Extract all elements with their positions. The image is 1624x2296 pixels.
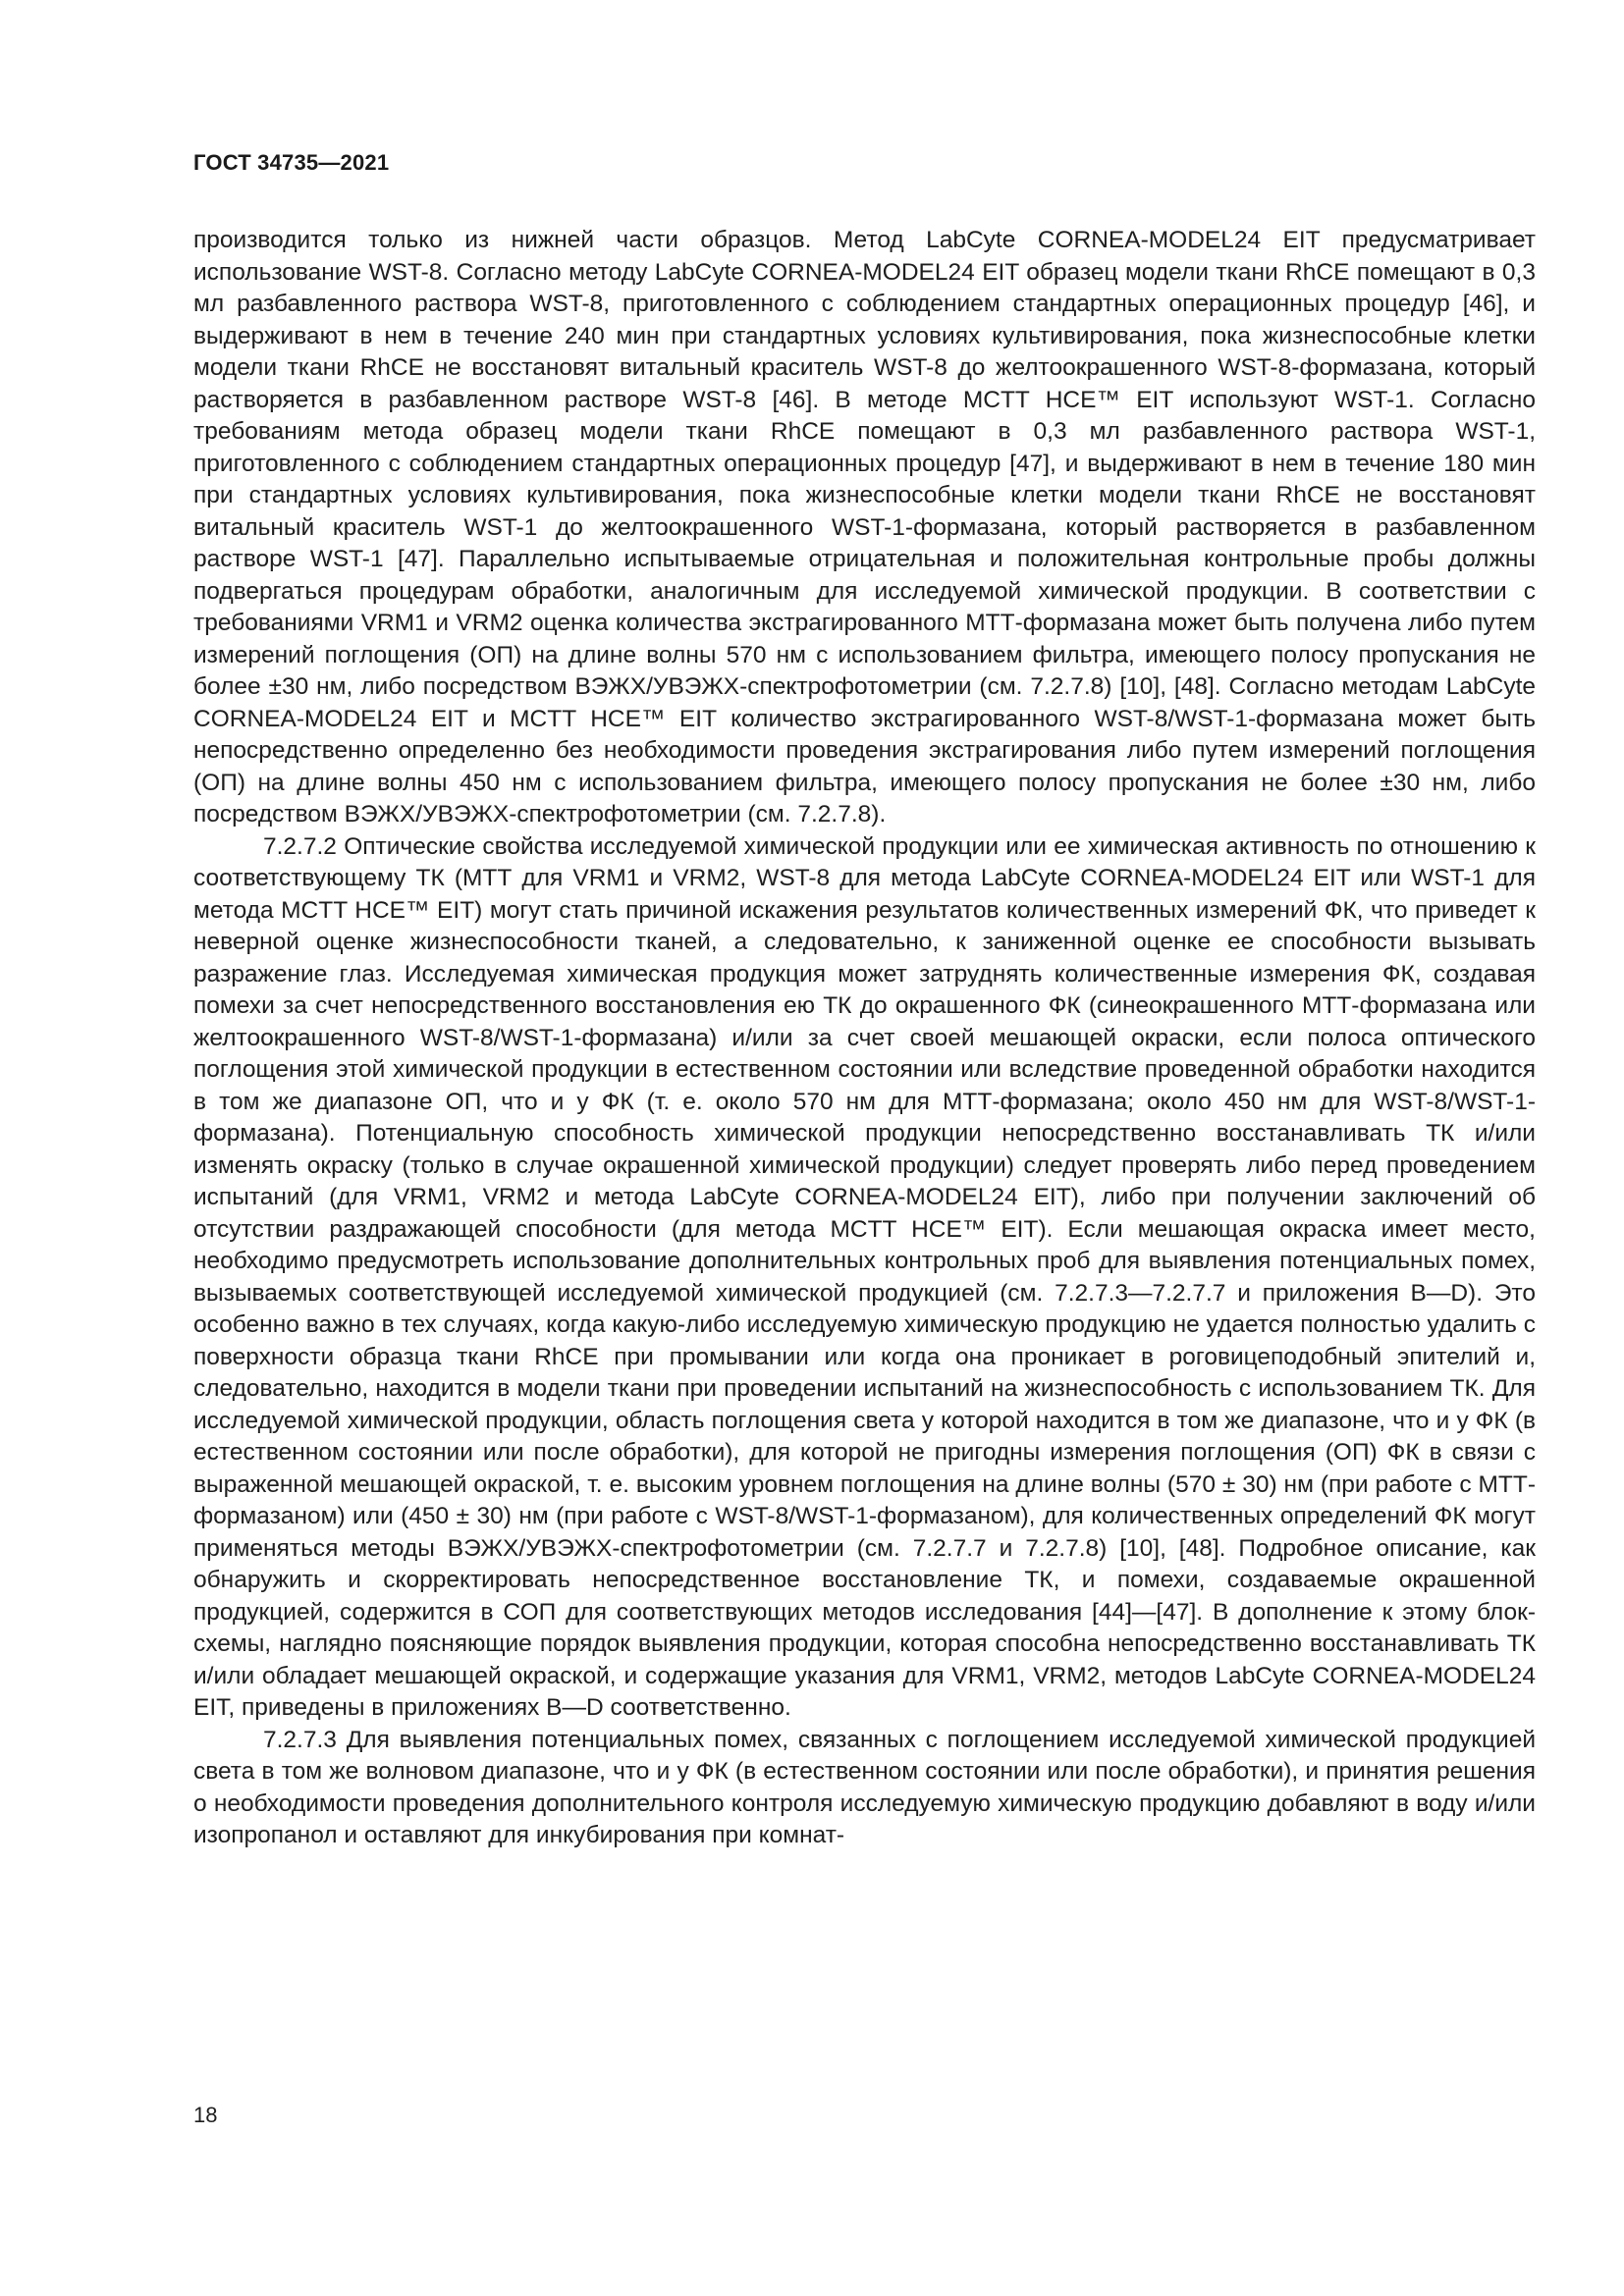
document-body bbox=[193, 225, 1536, 1852]
paragraph-continuation: производится только из нижней части образцов. Метод LabCyte CORNEA-MODEL24 EIT предусматривает использование WST-8. Согласно методу LabCyte CORNEA-MODEL24 EIT образец модели ткани RhCE помещают в 0,3 мл разбавленного раствора WST-8, приготовленного с соблюдением стандартных операционных процедур [46], и выдерживают в нем в течение 240 мин при стандартных условиях культивирования, пока жизнеспособные клетки модели ткани RhCE не восстановят витальный краситель WST-8 до желтоокрашенного WST-8-формазана, который растворяется в разбавленном растворе WST-8 [46]. В методе MCTT HCE™ EIT используют WST-1. Согласно требованиям метода образец модели ткани RhCE помещают в 0,3 мл разбавленного раствора WST-1, приготовленного с соблюдением стандартных операционных процедур [47], и выдерживают в нем в течение 180 мин при стандартных условиях культивирования, пока жизнеспособные клетки модели ткани RhCE не восстановят витальный краситель WST-1 до желтоокрашенного WST-1-формазана, который растворяется в разбавленном растворе WST-1 [47]. Параллельно испытываемые отрицательная и положительная контрольные пробы должны подвергаться процедурам обработки, аналогичным для исследуемой химической продукции. В соответствии с требованиями VRM1 и VRM2 оценка количества экстрагированного МТТ-формазана может быть получена либо путем измерений поглощения (ОП) на длине волны 570 нм с использованием фильтра, имеющего полосу пропускания не более ±30 нм, либо посредством ВЭЖХ/УВЭЖХ-спектрофотометрии (см. 7.2.7.8) [10], [48]. Согласно методам LabCyte CORNEA-MODEL24 EIT и MCTT HCE™ EIT количество экстрагированного WST-8/WST-1-формазана может быть непосредственно определенно без необходимости проведения экстрагирования либо путем измерений поглощения (ОП) на длине волны 450 нм с использованием фильтра, имеющего полосу пропускания не более ±30 нм, либо посредством ВЭЖХ/УВЭЖХ-спектрофотометрии (см. 7.2.7.8). bbox=[193, 227, 1536, 828]
paragraph-7-2-7-2: 7.2.7.2 Оптические свойства исследуемой химической продукции или ее химическая активность по отношению к соответствующему ТК (МТТ для VRM1 и VRM2, WST-8 для метода LabCyte CORNEA-MODEL24 EIT или WST-1 для метода MCTT HCE™ EIT) могут стать причиной искажения результатов количественных измерений ФК, что приведет к неверной оценке жизнеспособности тканей, а следовательно, к заниженной оценке ее способности вызывать разражение глаз. Исследуемая химическая продукция может затруднять количественные измерения ФК, создавая помехи за счет непосредственного восстановления ею ТК до окрашенного ФК (синеокрашенного МТТ-формазана или желтоокрашенного WST-8/WST-1-формазана) и/или за счет своей мешающей окраски, если полоса оптического поглощения этой химической продукции в естественном состоянии или вследствие проведенной обработки находится в том же диапазоне ОП, что и у ФК (т. е. около 570 нм для МТТ-формазана; около 450 нм для WST-8/WST-1-формазана). Потенциальную способность химической продукции непосредственно восстанавливать ТК и/или изменять окраску (только в случае окрашенной химической продукции) следует проверять либо перед проведением испытаний (для VRM1, VRM2 и метода LabCyte CORNEA-MODEL24 EIT), либо при получении заключений об отсутствии раздражающей способности (для метода MCTT HCE™ EIT). Если мешающая окраска имеет место, необходимо предусмотреть использование дополнительных контрольных проб для выявления потенциальных помех, вызываемых соответствующей исследуемой химической продукцией (см. 7.2.7.3—7.2.7.7 и приложения В—D). Это особенно важно в тех случаях, когда какую-либо исследуемую химическую продукцию не удается полностью удалить с поверхности образца ткани RhCE при промывании или когда она проникает в роговицеподобный эпителий и, следовательно, находится в модели ткани при проведении испытаний на жизнеспособность с использованием ТК. Для исследуемой химической продукции, область поглощения света у которой находится в том же диапазоне, что и у ФК (в естественном состоянии или после обработки), для которой не пригодны измерения поглощения (ОП) ФК в связи с выраженной мешающей окраской, т. е. высоким уровнем поглощения на длине волны (570 ± 30) нм (при работе с МТТ-формазаном) или (450 ± 30) нм (при работе с WST-8/WST-1-формазаном), для количественных определений ФК могут применяться методы ВЭЖХ/УВЭЖХ-спектрофотометрии (см. 7.2.7.7 и 7.2.7.8) [10], [48]. Подробное описание, как обнаружить и скорректировать непосредственное восстановление ТК, и помехи, создаваемые окрашенной продукцией, содержится в СОП для соответствующих методов исследования [44]—[47]. В дополнение к этому блок-схемы, наглядно поясняющие порядок выявления продукции, которая способна непосредственно восстанавливать ТК и/или обладает мешающей окраской, и содержащие указания для VRM1, VRM2, методов LabCyte CORNEA-MODEL24 EIT, приведены в приложениях В—D соответственно. bbox=[193, 832, 1536, 1721]
paragraph-7-2-7-3: 7.2.7.3 Для выявления потенциальных помех, связанных с поглощением исследуемой химической продукцией света в том же волновом диапазоне, что и у ФК (в естественном состоянии или после обработки), и принятия решения о необходимости проведения дополнительного контроля исследуемую химическую продукцию добавляют в воду и/или изопропанол и оставляют для инкубирования при комнат- bbox=[193, 1726, 1536, 1848]
document-header: ГОСТ 34735—2021 bbox=[193, 150, 390, 175]
page-number: 18 bbox=[193, 2103, 218, 2127]
